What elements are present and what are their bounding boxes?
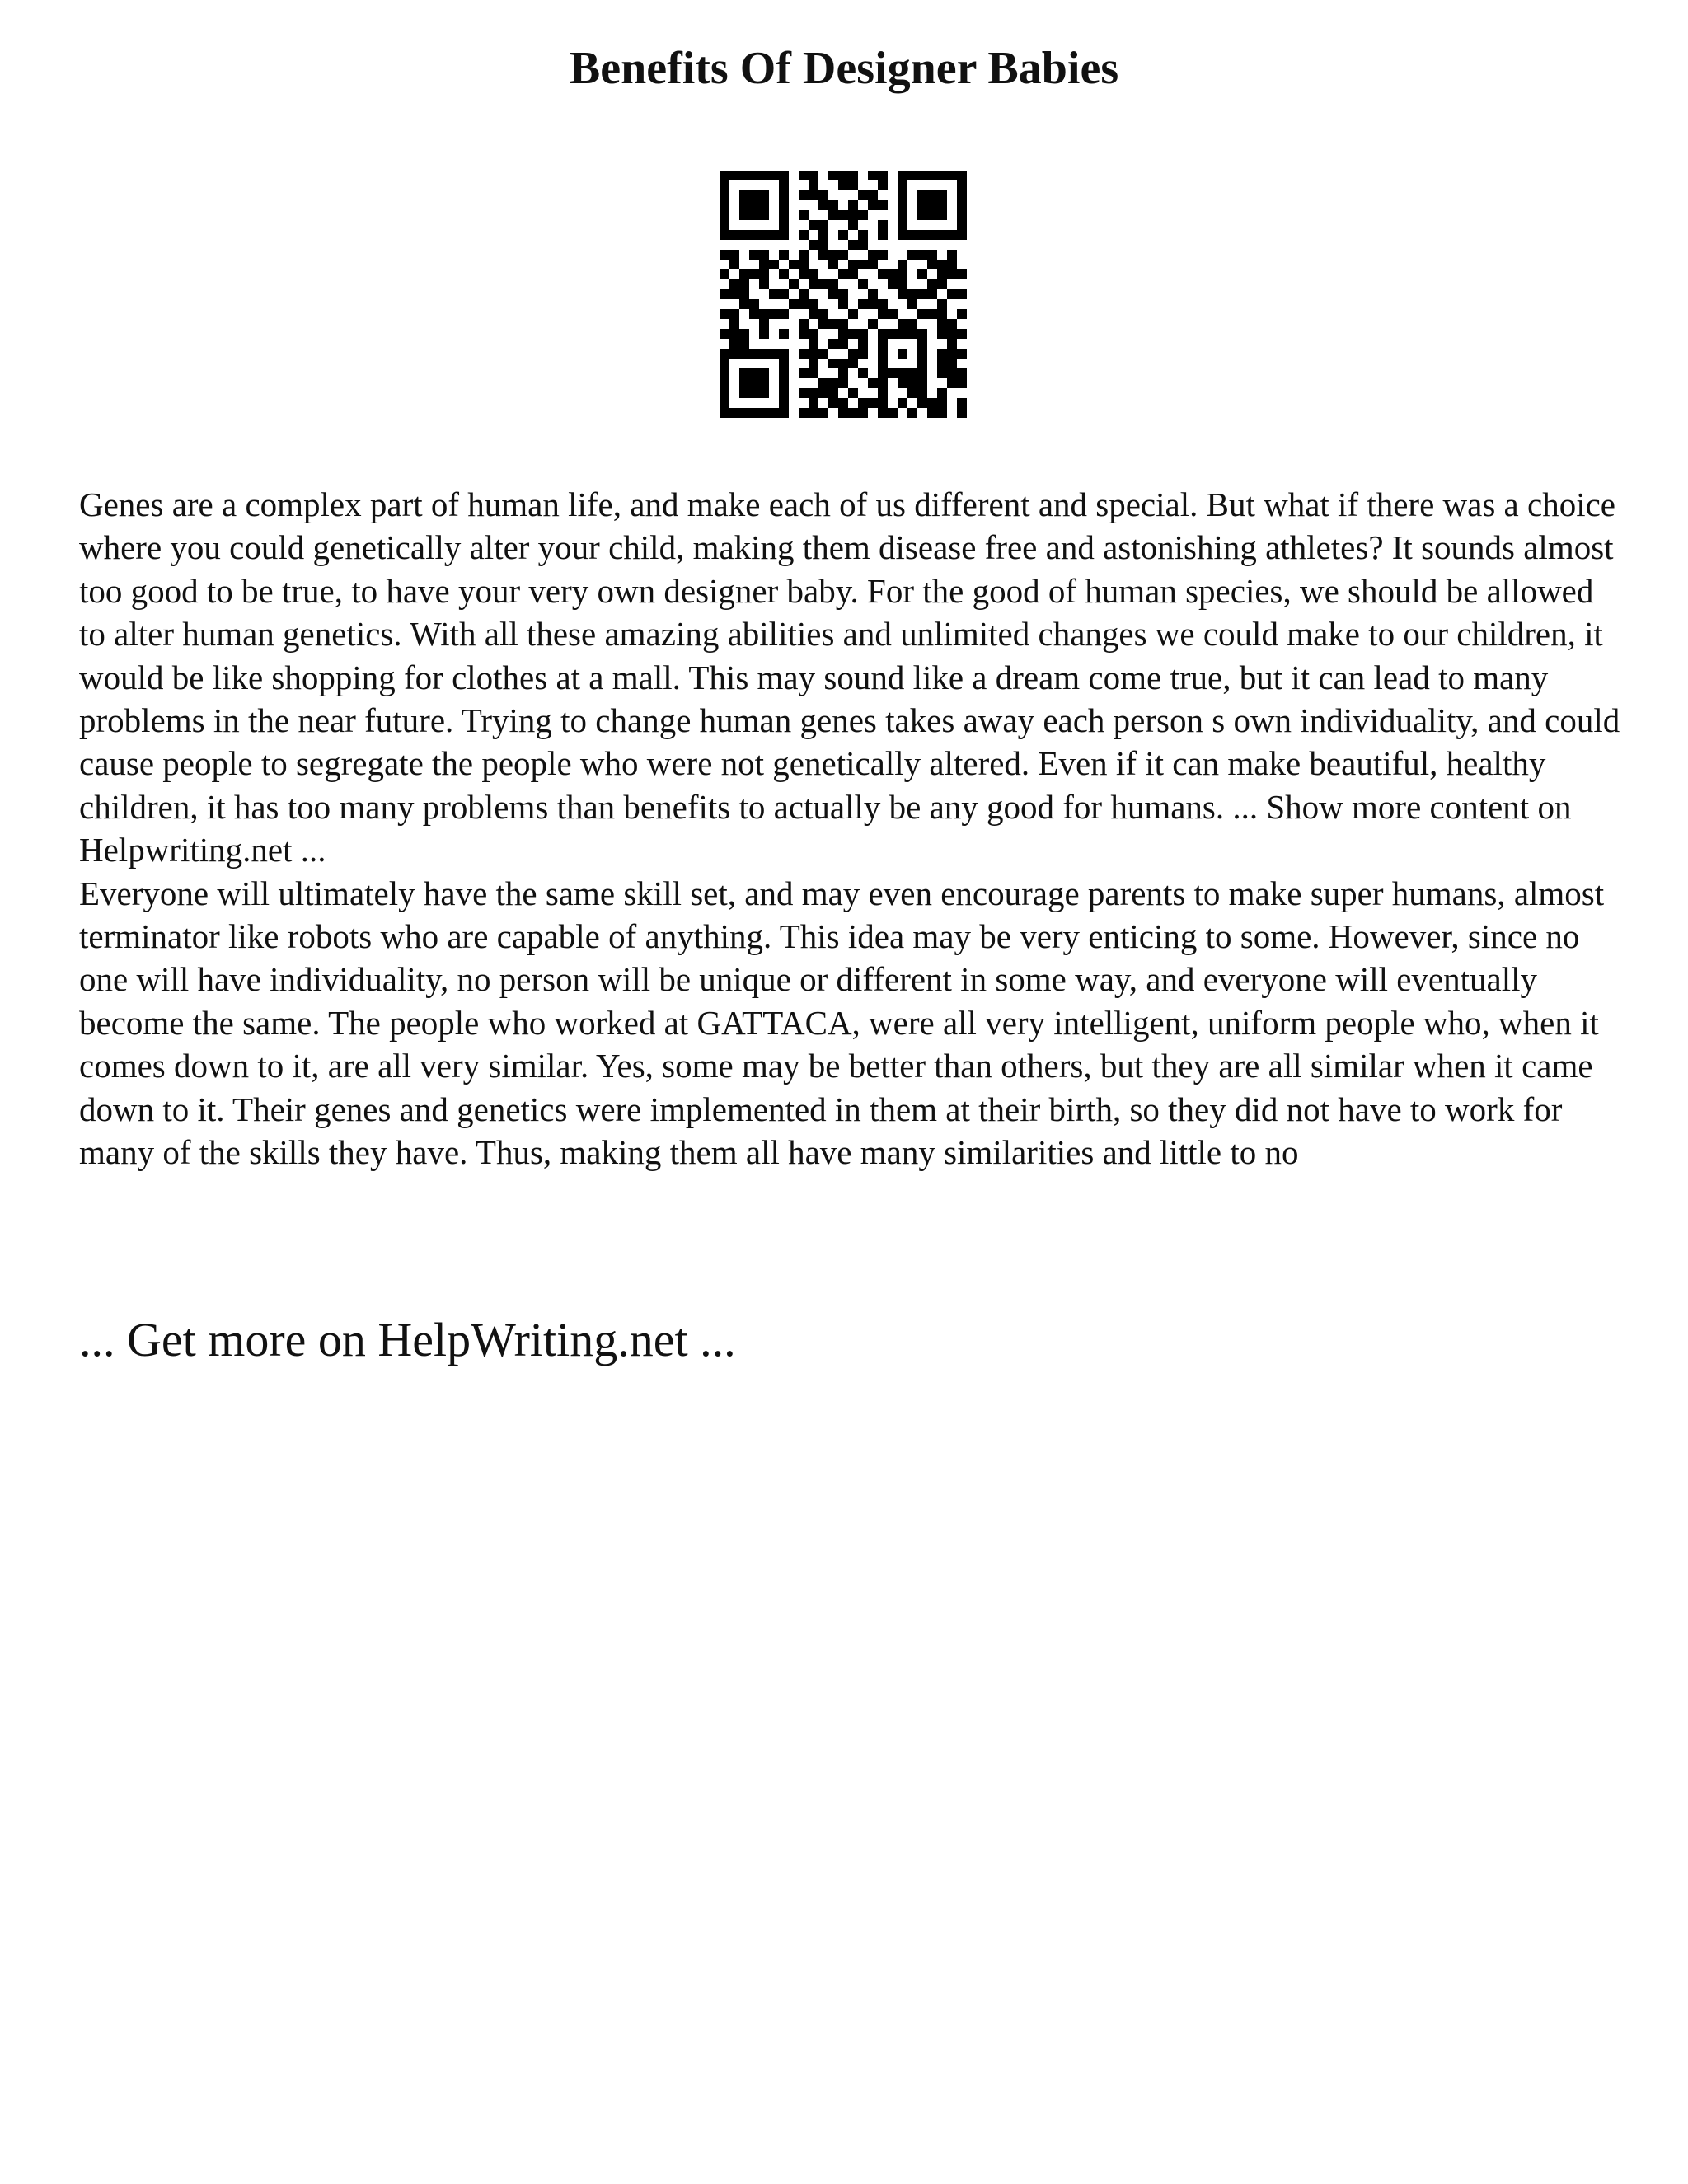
article-body bbox=[79, 483, 1622, 1174]
qr-code-icon bbox=[720, 171, 967, 418]
document-title: Benefits Of Designer Babies bbox=[569, 43, 1119, 94]
paragraph-1: Genes are a complex part of human life, and make each of us different and special. But what if there was a choice where you could genetically alter your child, making them disease free and astonishing athletes? It sounds almost too good to be true, to have your very own designer baby. For the good of human species, we should be allowed to alter human genetics. With all these amazing abilities and unlimited changes we could make to our children, it would be like shopping for clothes at a mall. This may sound like a dream come true, but it can lead to many problems in the near future. Trying to change human genes takes away each person s own individuality, and could cause people to segregate the people who were not genetically altered. Even if it can make beautiful, healthy children, it has too many problems than benefits to actually be any good for humans. ... Show more content on Helpwriting.net ... bbox=[79, 485, 1620, 869]
get-more-link[interactable]: ... Get more on HelpWriting.net ... bbox=[79, 1313, 736, 1366]
paragraph-2: Everyone will ultimately have the same skill set, and may even encourage parents to make super humans, almost terminator like robots who are capable of anything. This idea may be very enticing to some. However, since no one will have individuality, no person will be unique or different in some way, and everyone will eventually become the same. The people who worked at GATTACA, were all very intelligent, uniform people who, when it comes down to it, are all very similar. Yes, some may be better than others, but they are all similar when it came down to it. Their genes and genetics were implemented in them at their birth, so they did not have to work for many of the skills they have. Thus, making them all have many similarities and little to no bbox=[79, 874, 1605, 1172]
